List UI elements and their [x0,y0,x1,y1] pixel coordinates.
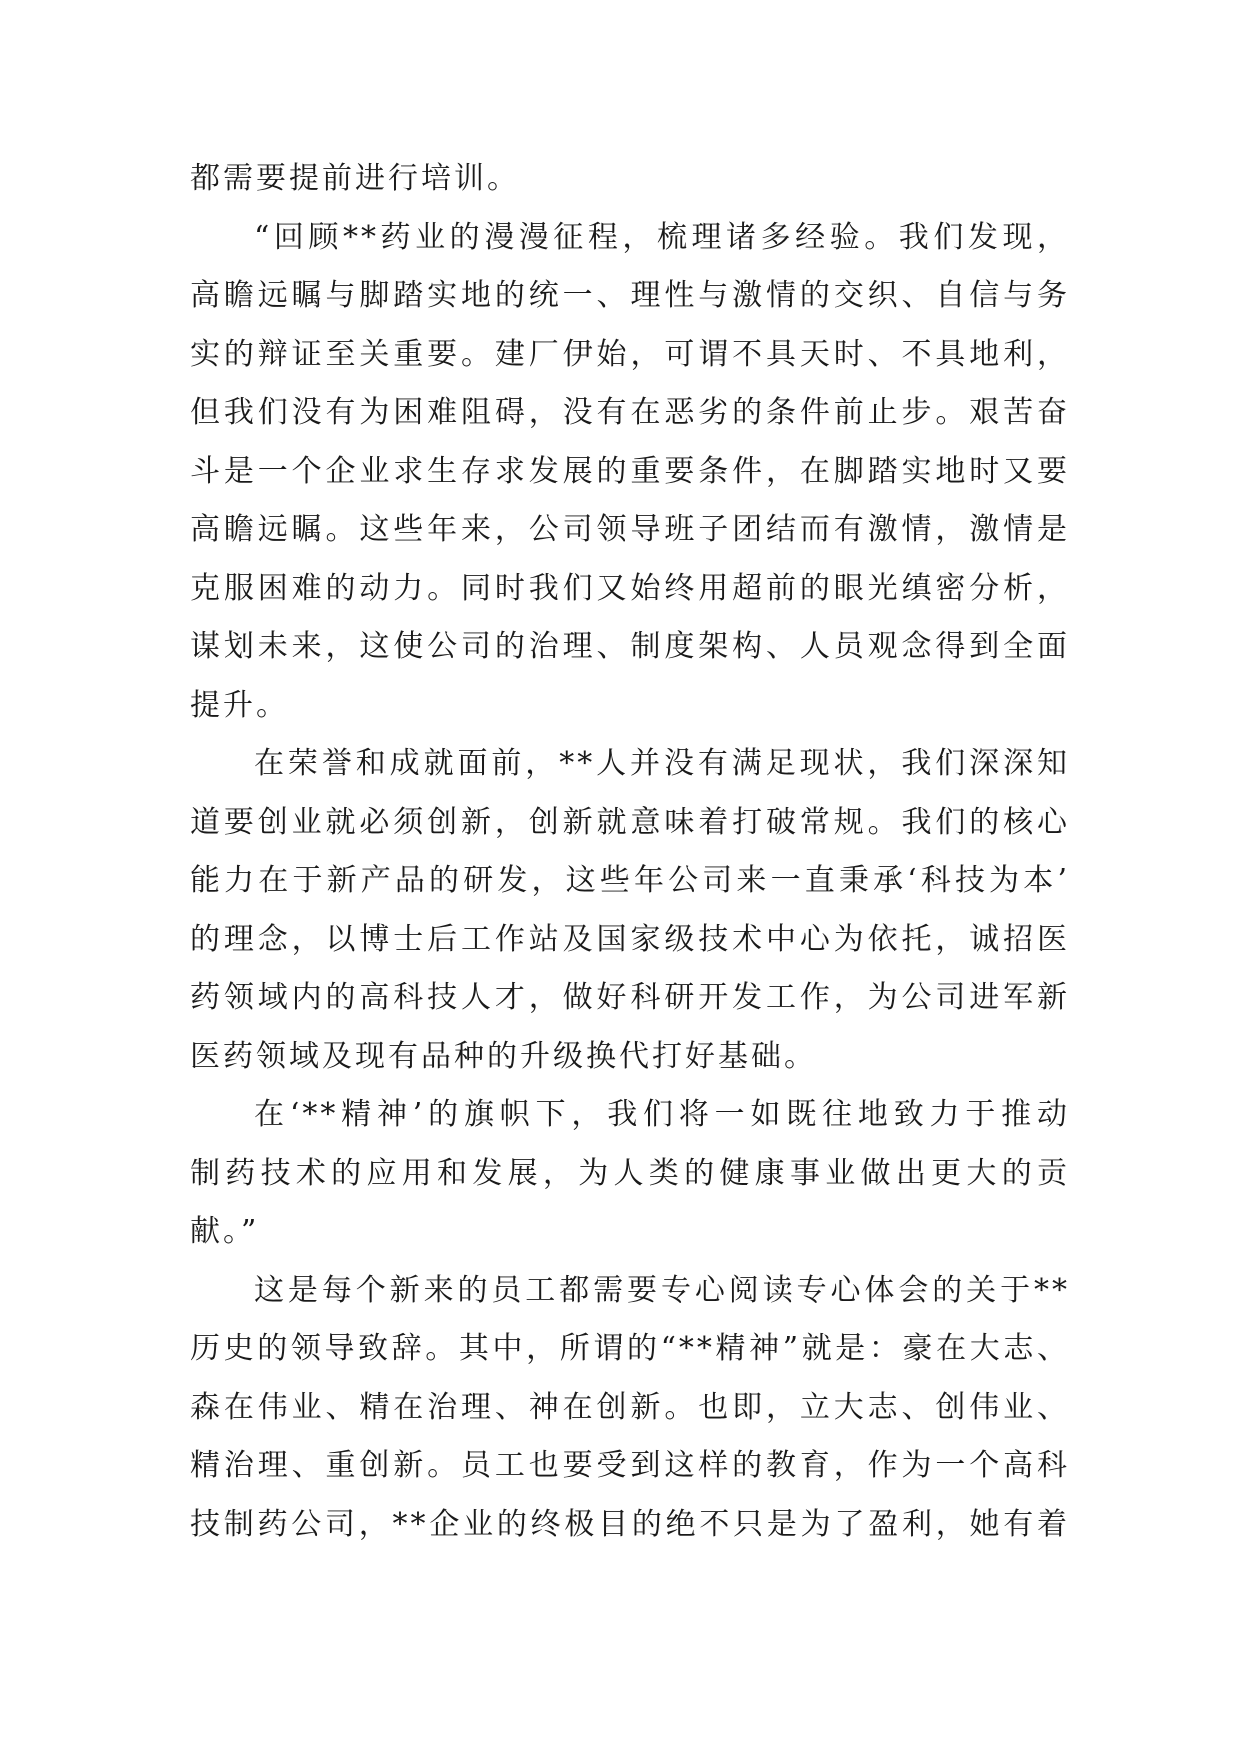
paragraph-line: 实的辩证至关重要。建厂伊始，可谓不具天时、不具地利， [190,336,1070,372]
paragraph-line: 在荣誉和成就面前，**人并没有满足现状，我们深深知 [254,746,1070,781]
paragraph-line: 克服困难的动力。同时我们又始终用超前的眼光缜密分析， [190,570,1070,606]
paragraph-line: 献。” [190,1214,260,1249]
paragraph-line: 技制药公司，**企业的终极目的绝不只是为了盈利，她有着 [190,1506,1070,1542]
paragraph-line: 高瞻远瞩与脚踏实地的统一、理性与激情的交织、自信与务 [190,278,1070,313]
paragraph-line: 历史的领导致辞。其中，所谓的“**精神”就是：豪在大志、 [190,1331,1070,1366]
paragraph-line: 制药技术的应用和发展，为人类的健康事业做出更大的贡 [190,1155,1070,1191]
paragraph-continuation [190,150,1070,209]
document-body [190,150,1070,1554]
paragraph-line: 都需要提前进行培训。 [190,161,520,196]
paragraph-line: 森在伟业、精在治理、神在创新。也即，立大志、创伟业、 [190,1389,1070,1425]
paragraph-line: 提升。 [190,687,289,723]
paragraph-line: 医药领域及现有品种的升级换代打好基础。 [190,1038,817,1074]
paragraph-line: 斗是一个企业求生存求发展的重要条件，在脚踏实地时又要 [190,453,1070,489]
paragraph-innovation [190,735,1070,1086]
paragraph-line: “回顾**药业的漫漫征程，梳理诸多经验。我们发现， [254,219,1070,255]
paragraph-line: 药领域内的高科技人才，做好科研开发工作，为公司进军新 [190,980,1070,1015]
paragraph-line: 能力在于新产品的研发，这些年公司来一直秉承‘科技为本’ [190,863,1070,898]
paragraph-line: 谋划未来，这使公司的治理、制度架构、人员观念得到全面 [190,629,1070,664]
paragraph-leader-quote [190,209,1070,736]
paragraph-spirit-banner [190,1086,1070,1262]
paragraph-line: 道要创业就必须创新，创新就意味着打破常规。我们的核心 [190,804,1070,840]
paragraph-line: 但我们没有为困难阻碍，没有在恶劣的条件前止步。艰苦奋 [190,395,1070,430]
paragraph-line: 高瞻远瞩。这些年来，公司领导班子团结而有激情，激情是 [190,512,1070,547]
paragraph-line: 精治理、重创新。员工也要受到这样的教育，作为一个高科 [190,1448,1070,1483]
paragraph-line: 的理念，以博士后工作站及国家级技术中心为依托，诚招医 [190,921,1070,957]
paragraph-employee-education [190,1262,1070,1555]
paragraph-line: 在‘**精神’的旗帜下，我们将一如既往地致力于推动 [254,1097,1070,1132]
paragraph-line: 这是每个新来的员工都需要专心阅读专心体会的关于** [254,1272,1070,1308]
